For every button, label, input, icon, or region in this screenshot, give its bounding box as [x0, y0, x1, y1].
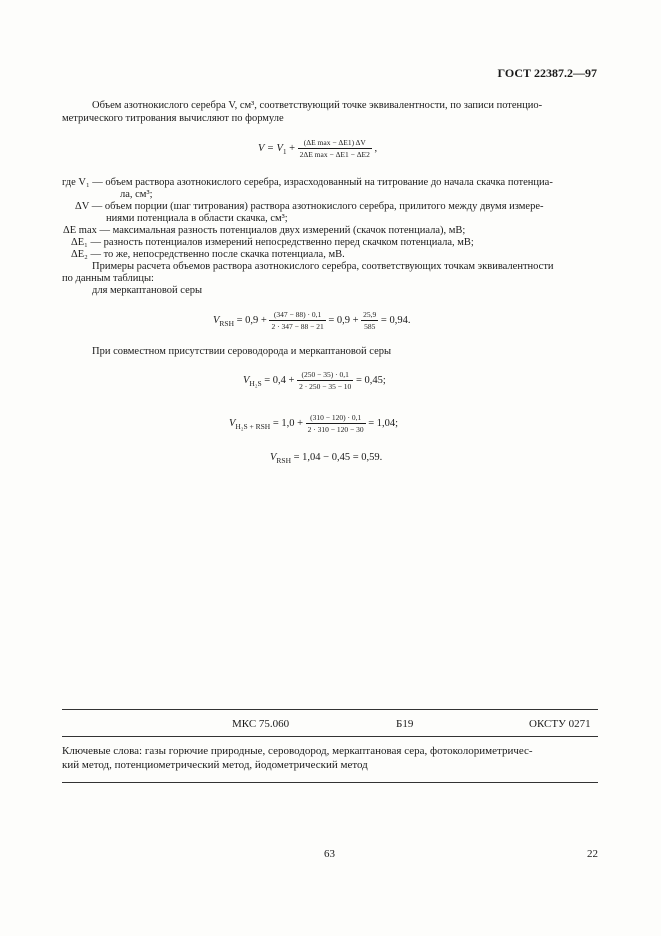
calc-h2s-den: 2 · 250 − 35 − 10 — [299, 382, 352, 391]
formula-tail: , — [374, 142, 378, 154]
calc-sum-lhs: V — [229, 417, 236, 429]
calc-rsh-eq: = 0,9 + — [236, 314, 267, 326]
where-line-1a: где V₁ — объем раствора азотнокислого серебра, израсходованный на титрование до начала скачка потенциа- — [62, 177, 553, 188]
where-line-2a: ΔV — объем порции (шаг титрования) раствора азотнокислого серебра, прилитого между двумя измере- — [75, 201, 544, 212]
calc-sum-sub: H₂S + RSH — [235, 422, 271, 431]
calc-h2s-lhs: V — [243, 374, 250, 386]
where-line-3: ΔE max — максимальная разность потенциалов двух измерений (скачок потенциала), мВ; — [63, 225, 466, 236]
calc-h2s-num: (250 − 35) · 0,1 — [297, 370, 353, 381]
where-line-2b: ниями потенциала в области скачка, см³; — [106, 213, 288, 224]
calc-sum — [229, 413, 398, 434]
calc-h2s-fraction — [297, 370, 353, 391]
page-number-center: 63 — [324, 848, 335, 860]
where-line-5: ΔE₂ — то же, непосредственно после скачка потенциала, мВ. — [71, 249, 345, 260]
formula-plus: + — [289, 142, 296, 154]
calc-rsh-mid: = 0,9 + — [328, 314, 359, 326]
document-id: ГОСТ 22387.2—97 — [497, 66, 597, 80]
calc-rsh-num2: 25,9 — [363, 310, 377, 319]
calc-h2s-eq: = 0,4 + — [264, 374, 295, 386]
calc-rsh-fraction — [269, 310, 325, 331]
okstu-code: ОКСТУ 0271 — [529, 718, 591, 730]
page-number-right: 22 — [587, 848, 598, 860]
formula-denominator: 2ΔE max − ΔE1 − ΔE2 — [299, 150, 370, 159]
mks-code: МКС 75.060 — [232, 718, 290, 730]
calc-rsh — [213, 310, 410, 331]
calc-diff-rest: = 1,04 − 0,45 = 0,59. — [293, 452, 383, 463]
calc-rsh-num: (347 − 88) · 0,1 — [269, 310, 325, 321]
calc-diff-sub: RSH — [276, 456, 292, 466]
formula-fraction — [298, 138, 372, 159]
calc-diff-lhs: V — [270, 452, 277, 463]
main-formula — [258, 138, 377, 159]
intro-line-2: метрического титрования вычисляют по формуле — [62, 113, 284, 124]
keywords-line-1: Ключевые слова: газы горючие природные, сероводород, меркаптановая сера, фотоколориметричес- — [62, 745, 533, 757]
examples-line-1: Примеры расчета объемов раствора азотнокислого серебра, соответствующих точкам эквивалентности — [92, 261, 554, 272]
formula-numerator: (ΔE max − ΔE1) ΔV — [298, 138, 372, 149]
calc-sum-den: 2 · 310 − 120 − 30 — [307, 425, 364, 434]
calc-h2s-result: = 0,45; — [355, 374, 386, 386]
formula-lhs-sub: 1 — [282, 148, 287, 156]
calc-rsh-den2: 585 — [364, 322, 376, 331]
footer-bottom-rule — [62, 782, 598, 783]
calc-rsh-den: 2 · 347 − 88 − 21 — [271, 322, 324, 331]
examples-line-3: для меркаптановой серы — [92, 285, 203, 296]
calc-sum-eq: = 1,0 + — [272, 417, 304, 429]
where-line-4: ΔE₁ — разность потенциалов измерений непосредственно перед скачком потенциала, мВ; — [71, 237, 474, 248]
b-code: Б19 — [396, 718, 414, 730]
calc-h2s-sub: H₂S — [249, 379, 262, 388]
keywords-line-2: кий метод, потенциометрический метод, йодометрический метод — [62, 759, 368, 771]
examples-line-2: по данным таблицы: — [62, 273, 154, 284]
where-line-1b: ла, см³; — [120, 189, 153, 200]
footer-top-rule — [62, 709, 598, 710]
joint-presence-text: При совместном присутствии сероводорода и меркаптановой серы — [92, 346, 392, 357]
calc-sum-fraction — [306, 413, 366, 434]
footer-mid-rule — [62, 736, 598, 737]
calc-diff — [270, 452, 383, 466]
calc-h2s — [243, 370, 386, 391]
calc-rsh-fraction-2 — [361, 310, 378, 331]
calc-rsh-sub: RSH — [219, 319, 235, 328]
formula-lhs: V = V — [258, 142, 283, 154]
calc-sum-result: = 1,04; — [368, 417, 399, 429]
calc-sum-num: (310 − 120) · 0,1 — [306, 413, 366, 424]
calc-rsh-result: = 0,94. — [380, 314, 411, 326]
calc-rsh-lhs: V — [213, 314, 220, 326]
intro-line-1: Объем азотнокислого серебра V, см³, соответствующий точке эквивалентности, по записи потенцио- — [92, 100, 543, 111]
